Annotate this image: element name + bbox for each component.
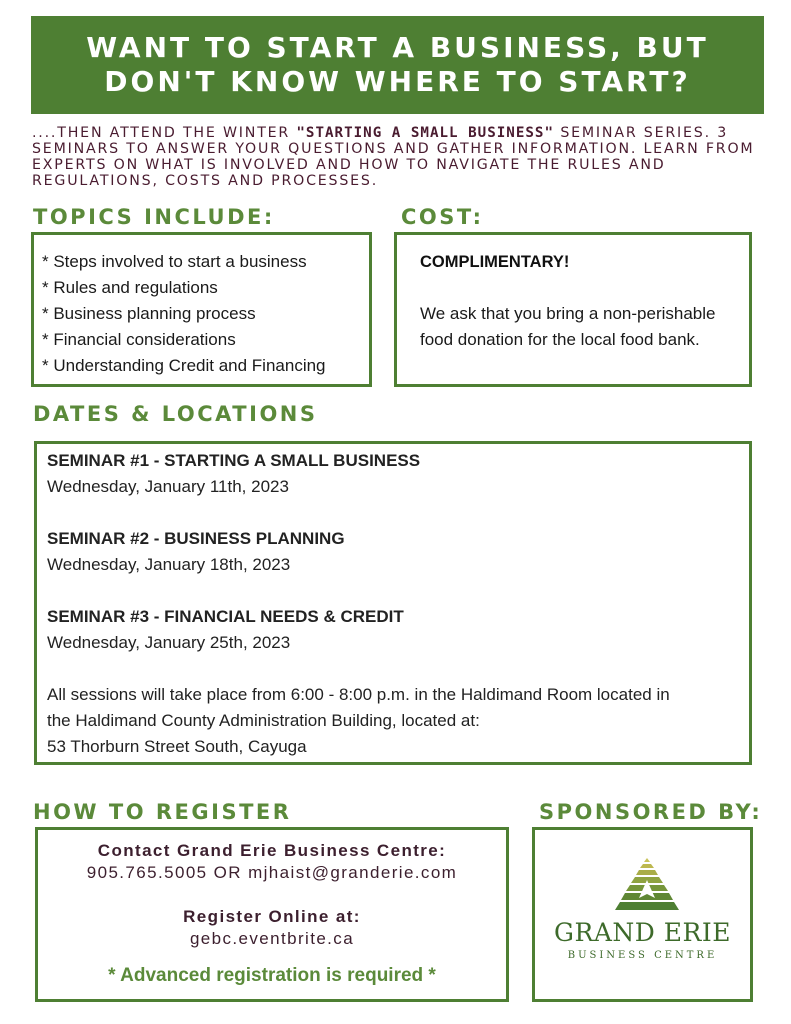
registration-requirement: * Advanced registration is required * [108, 965, 436, 986]
seminar-title: SEMINAR #3 - FINANCIAL NEEDS & CREDIT [47, 607, 404, 626]
seminar-title: SEMINAR #2 - BUSINESS PLANNING [47, 529, 345, 548]
topic-item: * Steps involved to start a business [42, 252, 307, 271]
register-online-url: gebc.eventbrite.ca [189, 929, 355, 948]
cost-box [394, 232, 752, 387]
topic-item: * Rules and regulations [42, 278, 218, 297]
banner-title-line-2: DON'T KNOW WHERE TO START? [104, 65, 691, 98]
seminar-entry [47, 526, 749, 578]
register-heading: HOW TO REGISTER [33, 800, 292, 824]
sponsor-heading: SPONSORED BY: [539, 800, 763, 824]
intro-rest: SEMINAR SERIES. 3 SEMINARS TO ANSWER YOUR QUESTIONS AND GATHER INFORMATION. LEARN FROM EXPERTS ON WHAT IS INVOLVED AND HOW TO NAVIGATE THE RULES AND REGULATIONS, COSTS AND PROCESSES. [32, 125, 755, 189]
seminar-date: Wednesday, January 11th, 2023 [47, 477, 289, 496]
contact-label: Contact Grand Erie Business Centre: [97, 841, 447, 860]
sponsor-box [532, 827, 753, 1002]
topic-item: * Understanding Credit and Financing [42, 356, 326, 375]
seminar-date: Wednesday, January 18th, 2023 [47, 555, 291, 574]
banner-title-line-1: WANT TO START A BUSINESS, BUT [86, 31, 709, 64]
intro-paragraph [32, 125, 767, 189]
location-line-2: the Haldimand County Administration Building, located at: [47, 711, 480, 730]
title-banner [31, 16, 764, 114]
intro-series-name: "STARTING A SMALL BUSINESS" [296, 125, 555, 141]
dates-locations-box [34, 441, 752, 765]
seminar-entry [47, 448, 749, 500]
register-box [35, 827, 509, 1002]
location-address: 53 Thorburn Street South, Cayuga [47, 737, 307, 756]
topics-box [31, 232, 372, 387]
register-online-label: Register Online at: [183, 907, 361, 926]
sponsor-logo-name: GRAND ERIE [554, 918, 731, 947]
cost-value: COMPLIMENTARY! [420, 253, 570, 271]
seminar-title: SEMINAR #1 - STARTING A SMALL BUSINESS [47, 451, 421, 470]
cost-heading: COST: [401, 205, 484, 229]
dates-heading: DATES & LOCATIONS [33, 402, 318, 426]
contact-info: 905.765.5005 OR mjhaist@granderie.com [86, 863, 458, 882]
sponsor-logo-subtitle: BUSINESS CENTRE [567, 950, 718, 961]
topic-item: * Business planning process [42, 304, 256, 323]
topic-item: * Financial considerations [42, 330, 236, 349]
grand-erie-mountain-logo-icon [607, 858, 687, 916]
seminar-date: Wednesday, January 25th, 2023 [47, 633, 291, 652]
intro-lead: ....THEN ATTEND THE WINTER [32, 125, 297, 141]
seminar-entry [47, 604, 749, 656]
topics-heading: TOPICS INCLUDE: [33, 205, 275, 229]
cost-note: We ask that you bring a non-perishable food donation for the local food bank. [420, 304, 716, 349]
location-line-1: All sessions will take place from 6:00 - 8:00 p.m. in the Haldimand Room located in [47, 685, 670, 704]
